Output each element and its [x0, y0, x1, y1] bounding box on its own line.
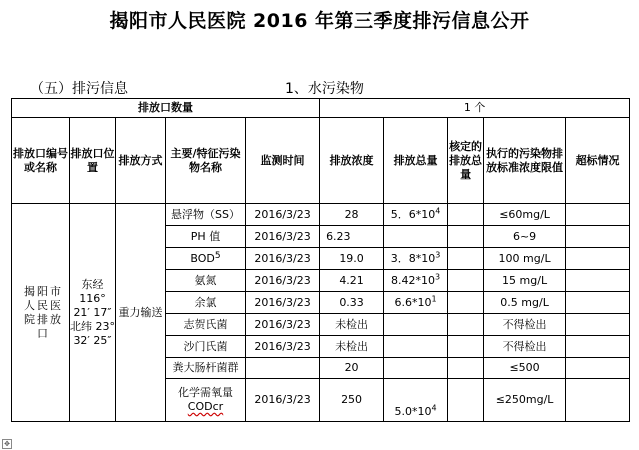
pollutant-name: BOD$^5$	[166, 248, 246, 270]
concentration: 未检出	[320, 314, 384, 336]
approved-total	[448, 379, 484, 422]
pollutant-name: 沙门氏菌	[166, 336, 246, 358]
exceed-status	[566, 292, 630, 314]
standard-limit: ≤250mg/L	[484, 379, 566, 422]
exceed-status	[566, 248, 630, 270]
page-title: 揭阳市人民医院 2016 年第三季度排污信息公开	[109, 10, 530, 32]
outlet-count-label: 排放口数量	[12, 99, 320, 118]
approved-total	[448, 248, 484, 270]
outlet-location: 东经 116° 21′ 17″ 北纬 23° 32′ 25″	[70, 204, 116, 422]
table-row	[12, 204, 630, 226]
approved-total	[448, 292, 484, 314]
header-standard: 执行的污染物排放标准浓度限值	[484, 118, 566, 204]
header-outlet-id: 排放口编号或名称	[12, 118, 70, 204]
pollutant-name: 志贺氏菌	[166, 314, 246, 336]
approved-total	[448, 314, 484, 336]
standard-limit: 100 mg/L	[484, 248, 566, 270]
header-concentration: 排放浓度	[320, 118, 384, 204]
pollutant-name: 粪大肠杆菌群	[166, 358, 246, 379]
exceed-status	[566, 314, 630, 336]
monitor-time: 2016/3/23	[246, 248, 320, 270]
concentration: 0.33	[320, 292, 384, 314]
monitor-time: 2016/3/23	[246, 292, 320, 314]
header-pollutant: 主要/特征污染物名称	[166, 118, 246, 204]
monitor-time: 2016/3/23	[246, 379, 320, 422]
total-amount	[384, 226, 448, 248]
monitor-time: 2016/3/23	[246, 270, 320, 292]
section-heading: （五）排污信息	[30, 81, 128, 97]
monitor-time: 2016/3/23	[246, 204, 320, 226]
exceed-status	[566, 270, 630, 292]
concentration: 未检出	[320, 336, 384, 358]
table-move-handle-icon[interactable]: ✥	[2, 439, 12, 449]
standard-limit: 不得检出	[484, 336, 566, 358]
approved-total	[448, 270, 484, 292]
outlet-name: 揭阳市人民医院排放口	[12, 204, 70, 422]
concentration: 19.0	[320, 248, 384, 270]
pollutant-name: 氨氮	[166, 270, 246, 292]
concentration: 4.21	[320, 270, 384, 292]
exceed-status	[566, 204, 630, 226]
total-amount: 5．$6*10^4$	[384, 204, 448, 226]
standard-limit: 15 mg/L	[484, 270, 566, 292]
monitor-time	[246, 358, 320, 379]
total-amount	[384, 314, 448, 336]
header-exceed: 超标情况	[566, 118, 630, 204]
exceed-status	[566, 336, 630, 358]
discharge-method: 重力输送	[116, 204, 166, 422]
approved-total	[448, 358, 484, 379]
total-amount: $6.6*10^1$	[384, 292, 448, 314]
monitor-time: 2016/3/23	[246, 336, 320, 358]
standard-limit: 不得检出	[484, 314, 566, 336]
header-monitor-time: 监测时间	[246, 118, 320, 204]
exceed-status	[566, 358, 630, 379]
header-outlet-location: 排放口位置	[70, 118, 116, 204]
pollutant-name: 悬浮物（SS）	[166, 204, 246, 226]
pollutant-table	[11, 98, 630, 422]
pollutant-name: 余氯	[166, 292, 246, 314]
concentration: 6.23	[320, 226, 384, 248]
outlet-count-value: 1 个	[320, 99, 630, 118]
standard-limit: ≤500	[484, 358, 566, 379]
concentration: 250	[320, 379, 384, 422]
standard-limit: ≤60mg/L	[484, 204, 566, 226]
pollutant-name: 化学需氧量 CODcr	[166, 379, 246, 422]
subsection-heading: 1、水污染物	[285, 81, 364, 97]
total-amount	[384, 336, 448, 358]
header-method: 排放方式	[116, 118, 166, 204]
exceed-status	[566, 379, 630, 422]
total-amount: $8.42*10^3$	[384, 270, 448, 292]
exceed-status	[566, 226, 630, 248]
concentration: 28	[320, 204, 384, 226]
pollutant-name: PH 值	[166, 226, 246, 248]
header-total: 排放总量	[384, 118, 448, 204]
concentration: 20	[320, 358, 384, 379]
total-amount	[384, 358, 448, 379]
total-amount: $5.0*10^4$	[384, 379, 448, 422]
approved-total	[448, 204, 484, 226]
total-amount: 3．$8*10^3$	[384, 248, 448, 270]
monitor-time: 2016/3/23	[246, 226, 320, 248]
monitor-time: 2016/3/23	[246, 314, 320, 336]
standard-limit: 0.5 mg/L	[484, 292, 566, 314]
approved-total	[448, 336, 484, 358]
header-approved-total: 核定的排放总量	[448, 118, 484, 204]
approved-total	[448, 226, 484, 248]
standard-limit: 6~9	[484, 226, 566, 248]
